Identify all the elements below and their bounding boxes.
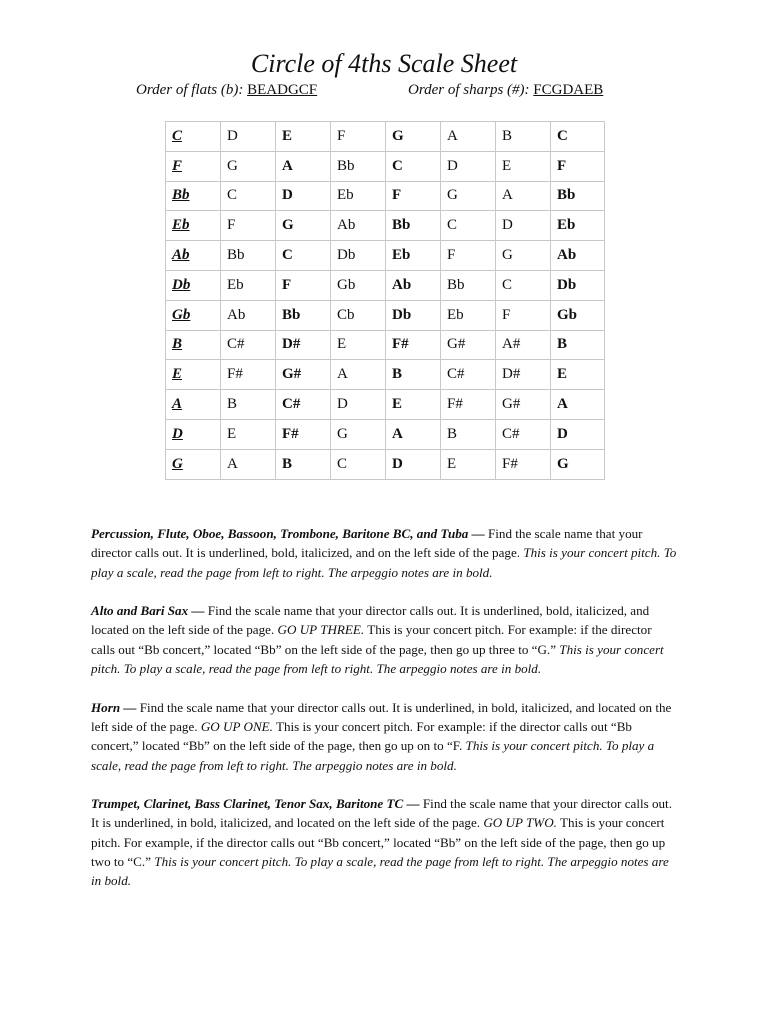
scale-row — [166, 419, 605, 449]
scale-note-cell: A — [551, 390, 605, 420]
scale-note-cell: F — [331, 122, 386, 152]
scale-name-cell: Ab — [166, 241, 221, 271]
scale-note-cell: F — [496, 300, 551, 330]
scale-row — [166, 270, 605, 300]
instruction-heading: Percussion, Flute, Oboe, Bassoon, Trombone, Baritone BC, and Tuba — — [91, 526, 485, 541]
instruction-text: Find the scale name that your director calls out. It is underlined, in bold, italicized, and located on the left side of the page. — [91, 699, 672, 734]
scale-row — [166, 122, 605, 152]
scale-name-cell: E — [166, 360, 221, 390]
scale-note-cell: D — [331, 390, 386, 420]
scale-note-cell: C — [221, 181, 276, 211]
instruction-text: Find the scale name that your director calls out. It is underlined, bold, italicized, and located on the left side of the page. — [91, 603, 650, 638]
scale-note-cell: G — [221, 151, 276, 181]
scale-note-cell: C — [276, 241, 331, 271]
scale-note-cell: A — [496, 181, 551, 211]
scale-note-cell: F — [221, 211, 276, 241]
scale-note-cell: Eb — [551, 211, 605, 241]
scale-row — [166, 211, 605, 241]
instruction-note: This is your concert pitch. To play a scale, read the page from left to right. The arpeggio notes are in bold. — [91, 738, 655, 773]
scale-name-cell: G — [166, 449, 221, 479]
scale-name-cell: F — [166, 151, 221, 181]
scale-note-cell: D — [221, 122, 276, 152]
instruction-text: Find the scale name that your director calls out. It is underlined, in bold, italicized, and located on the left side of the page. — [91, 796, 672, 831]
order-of-flats-label: Order of flats (b): — [136, 82, 248, 98]
scale-note-cell: Bb — [276, 300, 331, 330]
scale-note-cell: Bb — [386, 211, 441, 241]
scale-note-cell: Ab — [331, 211, 386, 241]
instruction-heading: Horn — — [91, 699, 137, 715]
order-of-sharps-value: FCGDAEB — [533, 82, 604, 98]
instruction-text: This is your concert pitch. For example: if the director calls out “Bb concert,” located “Bb” on the left side of the page, then go up on to “F. — [91, 718, 632, 754]
scale-note-cell: B — [221, 390, 276, 420]
instruction-step: GO UP ONE. — [200, 718, 273, 734]
scale-note-cell: B — [551, 330, 605, 360]
scale-note-cell: D — [276, 181, 331, 211]
scale-row — [166, 151, 605, 181]
scale-note-cell: A — [331, 360, 386, 390]
scale-name-cell: Db — [166, 270, 221, 300]
scale-note-cell: E — [386, 390, 441, 420]
scale-note-cell: C — [441, 211, 496, 241]
scale-note-cell: E — [276, 122, 331, 152]
scale-note-cell: Eb — [221, 270, 276, 300]
scale-note-cell: Eb — [386, 241, 441, 271]
scale-name-cell: Bb — [166, 181, 221, 211]
scale-note-cell: F — [386, 181, 441, 211]
scale-note-cell: D — [551, 419, 605, 449]
page-title: Circle of 4ths Scale Sheet — [250, 49, 518, 78]
scale-note-cell: Db — [551, 270, 605, 300]
scale-name-cell: C — [166, 122, 221, 152]
scale-note-cell: G# — [276, 360, 331, 390]
scale-note-cell: C# — [496, 419, 551, 449]
scale-note-cell: Eb — [441, 300, 496, 330]
scale-note-cell: Ab — [221, 300, 276, 330]
order-of-sharps — [408, 80, 603, 100]
scale-note-cell: Bb — [331, 151, 386, 181]
scale-note-cell: A# — [496, 330, 551, 360]
scale-name-cell: Gb — [166, 300, 221, 330]
scale-note-cell: F# — [496, 449, 551, 479]
scale-note-cell: Gb — [551, 300, 605, 330]
scale-note-cell: E — [221, 419, 276, 449]
scale-note-cell: F — [276, 270, 331, 300]
scale-note-cell: G# — [496, 390, 551, 420]
instruction-trumpet-clarinet — [91, 794, 677, 890]
scale-note-cell: G — [331, 419, 386, 449]
scale-note-cell: E — [441, 449, 496, 479]
scale-note-cell: Bb — [221, 241, 276, 271]
scale-note-cell: Ab — [551, 241, 605, 271]
scale-note-cell: F# — [276, 419, 331, 449]
scale-row — [166, 241, 605, 271]
scale-name-cell: Eb — [166, 211, 221, 241]
scale-note-cell: G — [386, 122, 441, 152]
instruction-note: This is your concert pitch. To play a scale, read the page from left to right. The arpeggio notes are in bold. — [91, 545, 677, 580]
instruction-text: This is your concert pitch. For example, if the director calls out “Bb concert,” located “Bb” on the left side of the page, then go up two to “C.” — [91, 815, 666, 870]
scale-note-cell: C# — [441, 360, 496, 390]
scale-note-cell: F — [551, 151, 605, 181]
instruction-step: GO UP THREE. — [277, 622, 365, 638]
scale-note-cell: C — [551, 122, 605, 152]
scale-note-cell: C — [496, 270, 551, 300]
scale-note-cell: E — [496, 151, 551, 181]
scale-note-cell: F# — [221, 360, 276, 390]
scale-note-cell: E — [331, 330, 386, 360]
scale-note-cell: A — [221, 449, 276, 479]
order-of-sharps-label: Order of sharps (#): — [408, 82, 534, 98]
scale-name-cell: B — [166, 330, 221, 360]
scale-note-cell: G# — [441, 330, 496, 360]
scale-note-cell: Ab — [386, 270, 441, 300]
scale-note-cell: Db — [331, 241, 386, 271]
scale-note-cell: D — [496, 211, 551, 241]
scale-note-cell: Bb — [441, 270, 496, 300]
instruction-text: Find the scale name that your director calls out. It is underlined, bold, italicized, and on the left side of the page. — [91, 526, 643, 561]
scale-note-cell: G — [496, 241, 551, 271]
order-of-flats — [136, 80, 317, 100]
instruction-heading: Alto and Bari Sax — — [91, 603, 205, 619]
scale-note-cell: B — [441, 419, 496, 449]
scale-note-cell: D — [441, 151, 496, 181]
scale-row — [166, 360, 605, 390]
scale-note-cell: C — [331, 449, 386, 479]
scale-note-cell: Eb — [331, 181, 386, 211]
scale-note-cell: B — [496, 122, 551, 152]
scale-note-cell: Bb — [551, 181, 605, 211]
scale-note-cell: D# — [276, 330, 331, 360]
instruction-note: This is your concert pitch. To play a scale, read the page from left to right. The arpeggio notes are in bold. — [91, 641, 664, 677]
scale-table-body — [166, 122, 605, 480]
scale-row — [166, 330, 605, 360]
scale-note-cell: E — [551, 360, 605, 390]
scale-row — [166, 449, 605, 479]
scale-note-cell: G — [551, 449, 605, 479]
scale-name-cell: A — [166, 390, 221, 420]
scale-note-cell: Gb — [331, 270, 386, 300]
scale-note-cell: A — [441, 122, 496, 152]
scale-note-cell: G — [276, 211, 331, 241]
scale-note-cell: D — [386, 449, 441, 479]
scale-table — [165, 121, 605, 480]
scale-note-cell: F# — [386, 330, 441, 360]
scale-note-cell: Db — [386, 300, 441, 330]
scale-note-cell: B — [276, 449, 331, 479]
scale-note-cell: C# — [276, 390, 331, 420]
scale-note-cell: A — [386, 419, 441, 449]
instruction-alto-bari-sax — [91, 601, 677, 678]
scale-note-cell: F# — [441, 390, 496, 420]
scale-note-cell: Cb — [331, 300, 386, 330]
instruction-note: This is your concert pitch. To play a scale, read the page from left to right. The arpeggio notes are in bold. — [91, 854, 669, 889]
scale-row — [166, 390, 605, 420]
instruction-horn — [91, 698, 677, 775]
scale-note-cell: B — [386, 360, 441, 390]
scale-row — [166, 300, 605, 330]
scale-name-cell: D — [166, 419, 221, 449]
instruction-heading: Trumpet, Clarinet, Bass Clarinet, Tenor Sax, Baritone TC — — [91, 796, 420, 812]
instruction-step: GO UP TWO. — [483, 815, 557, 831]
instructions — [91, 524, 677, 910]
scale-note-cell: F — [441, 241, 496, 271]
scale-row — [166, 181, 605, 211]
order-of-flats-value: BEADGCF — [247, 82, 318, 98]
scale-note-cell: C — [386, 151, 441, 181]
scale-note-cell: D# — [496, 360, 551, 390]
scale-note-cell: C# — [221, 330, 276, 360]
scale-note-cell: A — [276, 151, 331, 181]
instruction-text: This is your concert pitch. For example: if the director calls out “Bb concert,” located “Bb” on the left side of the page, then go up three to “G.” — [91, 622, 652, 657]
scale-note-cell: G — [441, 181, 496, 211]
instruction-concert-pitch — [91, 524, 677, 582]
